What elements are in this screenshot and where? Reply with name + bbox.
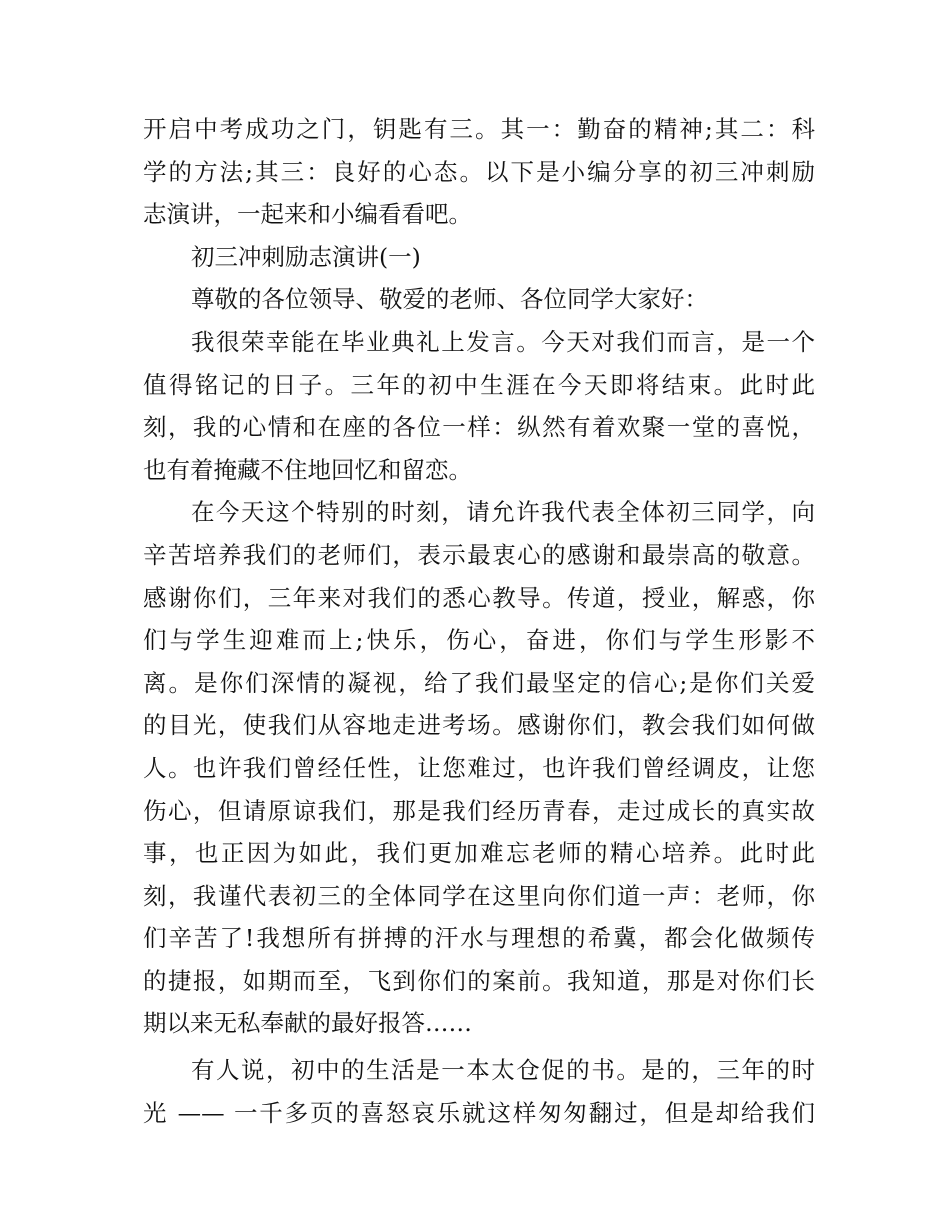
text-line: 们与学生迎难而上;快乐，伤心，奋进，你们与学生形影不 (143, 626, 815, 655)
text-line: 我很荣幸能在毕业典礼上发言。今天对我们而言，是一个 (191, 327, 815, 356)
text-line: 感谢你们，三年来对我们的悉心教导。传道，授业，解惑，你 (143, 583, 815, 612)
text-line: 值得铭记的日子。三年的初中生涯在今天即将结束。此时此 (143, 370, 815, 399)
text-line: 也有着掩藏不住地回忆和留恋。 (143, 455, 472, 484)
text-line: 刻，我谨代表初三的全体同学在这里向你们道一声：老师，你 (143, 881, 815, 910)
text-line: 开启中考成功之门，钥匙有三。其一：勤奋的精神;其二：科 (143, 115, 815, 143)
section-heading: 初三冲刺励志演讲(一) (191, 242, 421, 271)
text-line: 的目光，使我们从容地走进考场。感谢你们，教会我们如何做 (143, 711, 815, 740)
text-line: 辛苦培养我们的老师们，表示最衷心的感谢和最崇高的敬意。 (143, 540, 815, 569)
text-line: 们辛苦了!我想所有拼搏的汗水与理想的希冀，都会化做频传 (143, 924, 815, 953)
text-line: 光 —— 一千多页的喜怒哀乐就这样匆匆翻过，但是却给我们 (143, 1098, 815, 1127)
text-line: 有人说，初中的生活是一本太仓促的书。是的，三年的时 (191, 1056, 815, 1085)
text-line: 志演讲，一起来和小编看看吧。 (143, 200, 472, 229)
text-line: 离。是你们深情的凝视，给了我们最坚定的信心;是你们关爱 (143, 668, 815, 697)
text-line: 期以来无私奉献的最好报答…… (143, 1009, 472, 1038)
document-body (143, 108, 815, 1134)
text-line: 刻，我的心情和在座的各位一样：纵然有着欢聚一堂的喜悦， (143, 413, 815, 442)
salutation-line: 尊敬的各位领导、敬爱的老师、各位同学大家好： (191, 285, 708, 314)
text-line: 伤心，但请原谅我们，那是我们经历青春，走过成长的真实故 (143, 796, 815, 825)
text-line: 的捷报，如期而至，飞到你们的案前。我知道，那是对你们长 (143, 966, 815, 995)
text-line: 学的方法;其三：良好的心态。以下是小编分享的初三冲刺励 (143, 157, 815, 186)
text-line: 人。也许我们曾经任性，让您难过，也许我们曾经调皮，让您 (143, 753, 815, 782)
text-line: 事，也正因为如此，我们更加难忘老师的精心培养。此时此 (143, 839, 815, 868)
text-line: 在今天这个特别的时刻，请允许我代表全体初三同学，向 (191, 498, 815, 527)
